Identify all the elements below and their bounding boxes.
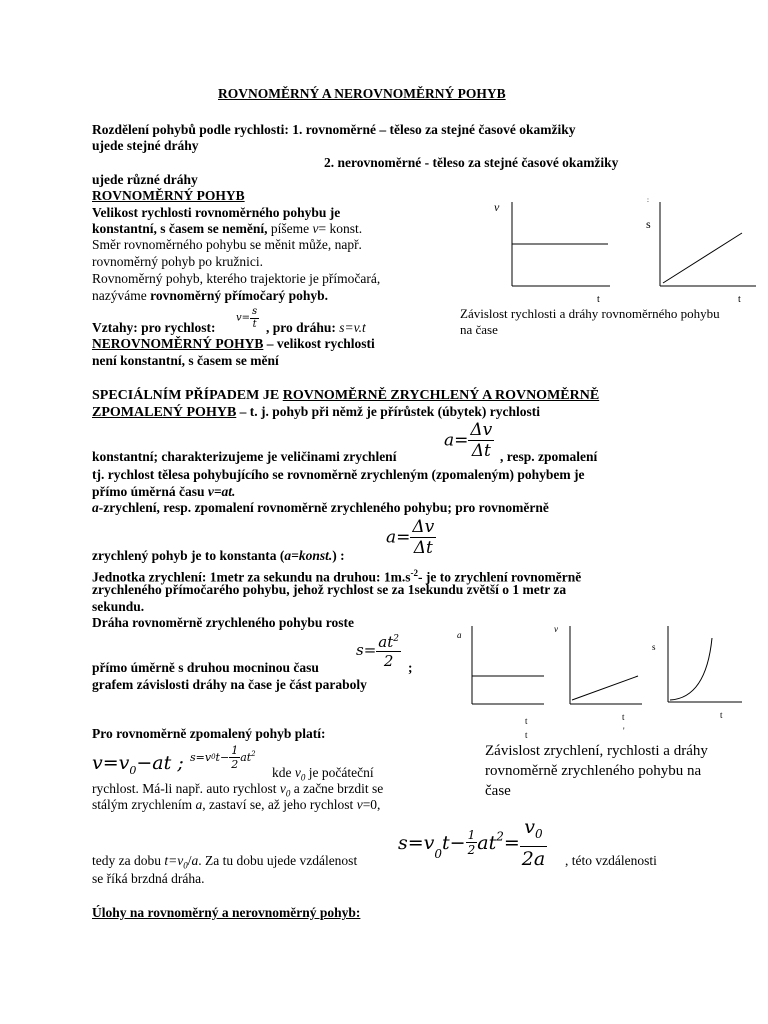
decel-eq2-sup: 2: [251, 749, 256, 758]
graph2-caption-3: čase: [485, 783, 511, 799]
decel-eq2-num: 1: [231, 744, 239, 757]
uniform-p1d: v: [312, 221, 319, 236]
decel-eq2-a: s=v: [190, 751, 212, 764]
special-l3: konstantní; charakterizujeme je veličinami zrychlení: [92, 449, 397, 464]
distance-num: at: [378, 633, 394, 651]
graph1-caption-1: Závislost rychlosti a dráhy rovnoměrného pohybu: [460, 306, 720, 321]
decel-eq2-den: 2: [231, 758, 239, 771]
decel-l4d: a: [191, 853, 199, 868]
brake-eq: =: [503, 831, 520, 854]
uniform-heading: ROVNOMĚRNÝ POHYB: [92, 188, 245, 203]
brake-fnum-sub: 0: [535, 826, 543, 841]
decel-l4b: t=v: [164, 853, 184, 868]
acceleration-formula-1: [444, 420, 494, 461]
acc2-a-eq: a=: [386, 527, 411, 548]
unit-l1sup: -2: [410, 568, 419, 578]
distance-l2: přímo úměrně s druhou mocninou času: [92, 660, 319, 675]
acceleration-time-label-2: t: [525, 730, 528, 740]
special-l1a: SPECIÁLNÍM PŘÍPADEM JE: [92, 388, 283, 403]
acceleration-axis-label: a: [457, 630, 462, 640]
unit-l1b: - je to zrychlení rovnoměrně: [418, 569, 582, 585]
velocity2-linear-line: [572, 676, 638, 700]
decel-eq1-sub: 0: [129, 763, 137, 777]
decel-eq1-b: −at ;: [136, 752, 184, 774]
uniform-p1-line: [92, 221, 362, 237]
special-line-7: [92, 548, 345, 564]
distance2-parabola: [670, 638, 712, 700]
distance-l3: grafem závislosti dráhy na čase je část paraboly: [92, 677, 367, 692]
decel-eq1-a: v=v: [92, 752, 130, 774]
unit-l3: sekundu.: [92, 599, 145, 614]
decel-l4a: tedy za dobu: [92, 853, 165, 868]
special-l2b: – t. j. pohyb při němž je přírůstek (úbytek) rychlosti: [236, 404, 541, 419]
decel-l3b: a: [195, 797, 203, 812]
distance-linear-line: [663, 233, 742, 283]
graph2-caption-2: rovnoměrně zrychleného pohybu na: [485, 763, 702, 779]
distance-formula: [356, 630, 401, 670]
relations-label: Vztahy: pro rychlost:: [92, 320, 216, 335]
decel-eq2-sub: 0: [211, 753, 216, 761]
special-l7a: zrychlený pohyb je to konstanta (: [92, 548, 285, 563]
acc2-den: Δt: [413, 538, 433, 558]
special-l7b: a=konst.: [284, 548, 333, 563]
decel-l2sub: 0: [285, 788, 291, 799]
special-line-5: [92, 484, 235, 500]
special-l4: tj. rychlost tělesa pohybujícího se rovnoměrně zrychleným (zpomaleným) pohybem je: [92, 467, 585, 482]
brake-fnum: v: [524, 816, 536, 838]
special-l6a: a: [92, 500, 99, 515]
brake-sub: 0: [434, 846, 443, 861]
relations-distance-formula: s=v.t: [339, 320, 366, 335]
distance-time-label: t: [738, 294, 741, 305]
special-line-2: [92, 404, 540, 421]
decel-l4e: . Za tu dobu ujede vzdálenost: [198, 853, 358, 868]
intro-line-3: 2. nerovnoměrné - těleso za stejné časové okamžiky: [324, 155, 619, 170]
nonuniform-text-b: není konstantní, s časem se mění: [92, 353, 279, 368]
distance-axis-label: s: [646, 217, 651, 231]
special-l2a: ZPOMALENÝ POHYB: [92, 405, 237, 420]
special-l7c: ) :: [332, 548, 345, 563]
distance-l1: Dráha rovnoměrně zrychleného pohybu roste: [92, 615, 354, 630]
distance-l2b: ;: [408, 660, 413, 675]
special-line-1: [92, 388, 599, 404]
intro-line-4: ujede různé dráhy: [92, 172, 198, 187]
distance-s-eq: s=: [356, 641, 377, 659]
velocity-time-label: t: [597, 294, 600, 305]
decel-l2c: a začne brzdit se: [290, 781, 384, 796]
velocity-frac-den: t: [252, 319, 257, 330]
decel-l3d: v: [356, 797, 363, 812]
decel-l5: se říká brzdná dráha.: [92, 871, 205, 886]
special-line-6: [92, 500, 549, 516]
velocity-axis-label: v: [494, 200, 500, 214]
velocity-v-eq: v=: [236, 312, 251, 324]
page-title: ROVNOMĚRNÝ A NEROVNOMĚRNÝ POHYB: [218, 86, 506, 101]
acceleration-time-label: t: [525, 716, 528, 726]
brake-s: s=v: [398, 831, 435, 854]
nonuniform-line-1: [92, 336, 375, 352]
uniform-p1a: Velikost rychlosti rovnoměrného pohybu je: [92, 205, 341, 220]
brake-t: t−: [442, 831, 466, 854]
brake-at: at: [477, 831, 497, 854]
decel-l2a: rychlost. Má-li např. auto rychlost: [92, 781, 280, 796]
acc1-num: Δv: [470, 420, 493, 440]
uniform-p1b: konstantní, s časem se nemění,: [92, 221, 268, 236]
relations-mid: , pro dráhu:: [266, 320, 340, 335]
velocity2-time-label-2: ': [623, 726, 625, 736]
decel-eq2-fraction: [229, 744, 240, 771]
uniform-p3b: nazýváme: [92, 288, 151, 303]
decel-l3a: stálým zrychlením: [92, 797, 196, 812]
decel-l2b: v: [279, 781, 286, 796]
acc2-num: Δv: [412, 517, 435, 537]
velocity2-axis-label: v: [554, 624, 558, 634]
decel-l3: [92, 797, 380, 813]
acc2-fraction: [410, 517, 436, 558]
distance-num-wrap: [376, 630, 401, 652]
velocity-frac-num: s: [252, 306, 258, 317]
velocity-graph: [494, 200, 610, 305]
brake-half: [466, 828, 478, 857]
special-l6b: -zrychlení, resp. zpomalení rovnoměrně zrychleného pohybu; pro rovnoměrně: [98, 500, 549, 515]
brake-half-den: 2: [467, 843, 476, 858]
distance-fraction: [376, 630, 401, 670]
unit-l1a: Jednotka zrychlení: 1metr za sekundu na druhou: 1m.s: [92, 569, 411, 585]
braking-formula: [398, 815, 547, 871]
brake-fraction: [520, 815, 547, 871]
distance-graph-2: [652, 626, 742, 720]
distance-sup: 2: [393, 634, 399, 644]
decel-l4c: /: [187, 853, 192, 868]
velocity-graph-2: [554, 624, 642, 736]
graph2-caption-1: Závislost zrychlení, rychlosti a dráhy: [485, 743, 708, 759]
decel-l4f: , této vzdálenosti: [565, 853, 657, 868]
velocity-formula: [236, 306, 259, 331]
velocity-fraction: [250, 306, 259, 331]
acc1-a-eq: a=: [444, 430, 469, 451]
velocity2-time-label: t: [622, 712, 625, 722]
special-l5b: v=at.: [207, 484, 236, 499]
acceleration-formula-2: [386, 517, 436, 558]
accelerated-graphs: [452, 618, 768, 742]
special-l3b: , resp. zpomalení: [500, 449, 598, 464]
decel-l1sub: 0: [300, 772, 306, 783]
distance2-time-label: t: [720, 710, 723, 720]
nonuniform-heading: NEROVNOMĚRNÝ POHYB: [92, 336, 264, 351]
tasks-heading: Úlohy na rovnoměrný a nerovnoměrný pohyb:: [92, 905, 361, 920]
brake-fden: 2a: [521, 847, 546, 870]
brake-half-num: 1: [467, 828, 476, 843]
special-l1b: ROVNOMĚRNĚ ZRYCHLENÝ A ROVNOMĚRNĚ: [282, 388, 600, 403]
decel-l1a: kde: [272, 765, 295, 780]
distance-graph: [646, 196, 756, 305]
uniform-p2a: Směr rovnoměrného pohybu se měnit může, např.: [92, 237, 362, 252]
intro-line-2: ujede stejné dráhy: [92, 138, 199, 153]
acc1-den: Δt: [471, 441, 491, 461]
intro-line-1: Rozdělení pohybů podle rychlosti: 1. rovnoměrné – těleso za stejné časové okamžiky: [92, 122, 576, 137]
decel-l1b: v: [294, 765, 301, 780]
distance-den: 2: [383, 652, 394, 670]
brake-sup: 2: [496, 829, 504, 844]
distance2-axis-label: s: [652, 642, 656, 652]
unit-l2: zrychleného přímočarého pohybu, jehož rychlost se za 1sekundu zvětší o 1 metr za: [92, 582, 567, 597]
nonuniform-text-a: – velikost rychlosti: [263, 336, 375, 351]
acceleration-graph: [457, 626, 544, 740]
uniform-p2b: rovnoměrný pohyb po kružnici.: [92, 254, 263, 269]
relations-distance: [266, 320, 366, 336]
graph1-caption-2: na čase: [460, 322, 498, 337]
decel-eq2-b: t−: [215, 751, 230, 764]
decel-eq1: [92, 752, 184, 782]
uniform-p1e: = konst.: [318, 221, 363, 236]
acc1-fraction: [468, 420, 494, 461]
special-l5a: přímo úměrná času: [92, 484, 208, 499]
decel-l3c: , zastaví se, až jeho rychlost: [202, 797, 357, 812]
decel-l3e: =0,: [362, 797, 381, 812]
decel-eq2-c: at: [240, 751, 252, 764]
distance-dots: :: [647, 196, 649, 204]
decel-eq2: [190, 744, 256, 771]
uniform-p3-line: [92, 288, 328, 304]
decel-heading: Pro rovnoměrně zpomalený pohyb platí:: [92, 726, 326, 741]
uniform-p3a: Rovnoměrný pohyb, kterého trajektorie je přímočará,: [92, 271, 381, 286]
brake-fnum-wrap: [520, 815, 547, 847]
decel-l1c: je počáteční: [305, 765, 374, 780]
uniform-p3c: rovnoměrný přímočarý pohyb.: [150, 288, 328, 303]
decel-l4sub: 0: [183, 860, 188, 871]
uniform-p1c: píšeme: [267, 221, 313, 236]
